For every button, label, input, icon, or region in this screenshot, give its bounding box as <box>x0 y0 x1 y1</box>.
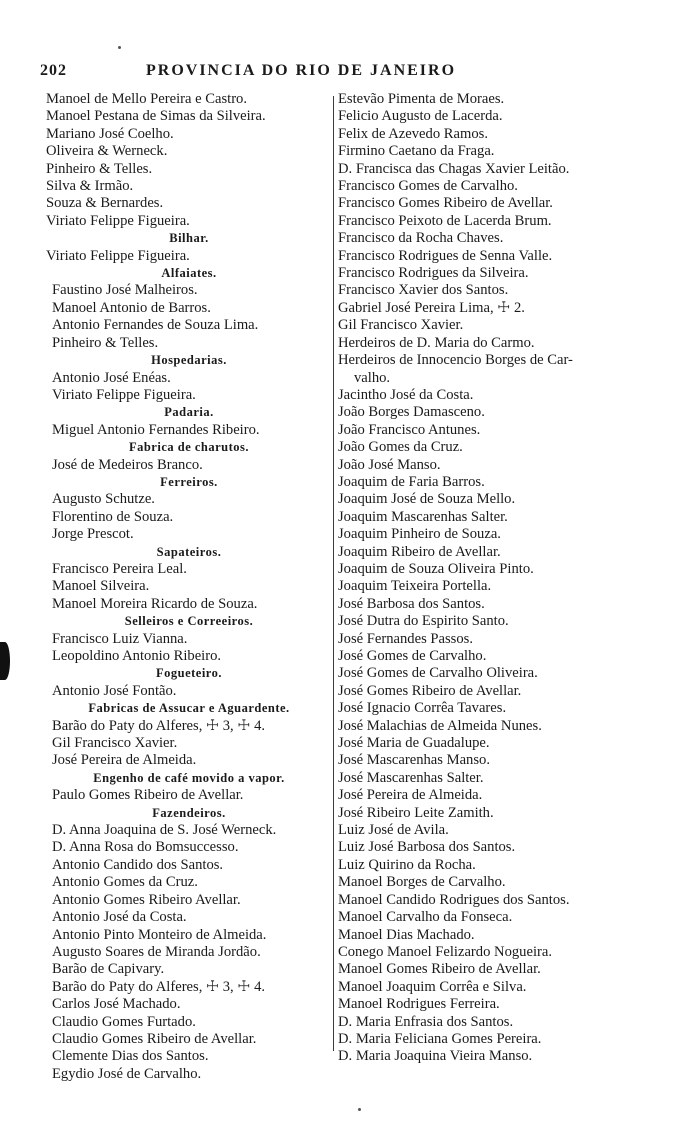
list-item: Felix de Azevedo Ramos. <box>338 125 488 142</box>
list-item: Francisco Peixoto de Lacerda Brum. <box>338 212 552 229</box>
list-item: D. Maria Enfrasia dos Santos. <box>338 1013 514 1030</box>
list-item: Florentino de Souza. <box>52 508 174 525</box>
list-item: Leopoldino Antonio Ribeiro. <box>52 648 222 664</box>
list-item: José Ignacio Corrêa Tavares. <box>338 700 507 717</box>
list-item: Antonio José Enéas. <box>52 369 171 386</box>
list-item: Estevão Pimenta de Moraes. <box>338 91 505 107</box>
list-item: João Gomes da Cruz. <box>338 439 463 456</box>
list-item: Francisco Pereira Leal. <box>52 560 187 577</box>
list-item: Jacintho José da Costa. <box>338 386 474 403</box>
list-item: Manoel Borges de Carvalho. <box>338 874 506 891</box>
list-item: Joaquim Pinheiro de Souza. <box>338 526 501 543</box>
section-heading: Fogueteiro. <box>155 666 223 681</box>
list-item: Joaquim Teixeira Portella. <box>338 578 492 595</box>
list-item: Antonio Gomes da Cruz. <box>52 874 198 891</box>
list-item: Claudio Gomes Ribeiro de Avellar. <box>52 1030 257 1047</box>
list-item: Viriato Felippe Figueira. <box>46 212 190 229</box>
list-item: Manoel Antonio de Barros. <box>52 299 211 316</box>
list-item: João José Manso. <box>338 456 441 473</box>
list-item: Souza & Bernardes. <box>46 195 164 212</box>
list-item: Manoel Gomes Ribeiro de Avellar. <box>338 961 541 978</box>
section-heading: Sapateiros. <box>156 544 222 559</box>
list-item: Miguel Antonio Fernandes Ribeiro. <box>52 421 260 438</box>
list-item: João Francisco Antunes. <box>338 421 481 438</box>
list-item: Viriato Felippe Figueira. <box>46 247 190 264</box>
list-item: Antonio Fernandes de Souza Lima. <box>52 317 259 334</box>
list-item: Francisco da Rocha Chaves. <box>338 230 504 247</box>
left-column <box>46 91 332 1083</box>
list-item: D. Maria Joaquina Vieira Manso. <box>338 1048 533 1065</box>
page-title: PROVINCIA DO RIO DE JANEIRO <box>146 62 457 79</box>
list-item: Clemente Dias dos Santos. <box>52 1048 209 1065</box>
list-item: Francisco Rodrigues de Senna Valle. <box>338 247 553 264</box>
list-item: Luiz José de Avila. <box>338 822 449 839</box>
list-item: Manoel Candido Rodrigues dos Santos. <box>338 891 570 908</box>
section-heading: Engenho de café movido a vapor. <box>93 770 285 785</box>
list-item: Firmino Caetano da Fraga. <box>338 143 495 160</box>
list-item: D. Anna Rosa do Bomsuccesso. <box>52 839 239 856</box>
speck <box>358 1108 361 1111</box>
list-item: José Fernandes Passos. <box>338 630 473 647</box>
list-item: D. Maria Feliciana Gomes Pereira. <box>338 1030 542 1047</box>
list-item: Gil Francisco Xavier. <box>338 317 464 334</box>
list-item: José Maria de Guadalupe. <box>338 735 490 752</box>
column-divider <box>333 96 334 1051</box>
section-heading: Selleiros e Correeiros. <box>124 614 254 629</box>
section-heading: Fazendeiros. <box>152 805 226 820</box>
list-item: Manoel Carvalho da Fonseca. <box>338 909 513 926</box>
list-item: José Gomes de Carvalho Oliveira. <box>338 665 538 682</box>
list-item: Herdeiros de D. Maria do Carmo. <box>338 334 535 351</box>
list-item: Augusto Soares de Miranda Jordão. <box>52 943 261 960</box>
list-item: José Dutra do Espirito Santo. <box>338 613 509 630</box>
list-item: José Malachias de Almeida Nunes. <box>338 717 542 734</box>
list-item: Faustino José Malheiros. <box>52 282 198 299</box>
list-item: Gabriel José Pereira Lima, ☩ 2. <box>338 299 525 316</box>
ink-blot <box>0 642 10 680</box>
list-item: José Mascarenhas Salter. <box>338 769 484 786</box>
list-item: Silva & Irmão. <box>46 178 134 195</box>
list-item: Barão de Capivary. <box>52 961 165 978</box>
list-item: Oliveira & Werneck. <box>46 143 168 160</box>
list-item: Paulo Gomes Ribeiro de Avellar. <box>52 787 244 804</box>
list-item: José Barbosa dos Santos. <box>338 595 485 612</box>
list-item: Barão do Paty do Alferes, ☩ 3, ☩ 4. <box>52 717 266 734</box>
list-item: Manoel Silveira. <box>52 578 150 595</box>
list-item: Mariano José Coelho. <box>46 125 174 142</box>
list-item: Augusto Schutze. <box>52 491 155 508</box>
list-item: Antonio Gomes Ribeiro Avellar. <box>52 891 241 908</box>
list-item: Conego Manoel Felizardo Nogueira. <box>338 943 552 960</box>
list-item-continuation: valho. <box>354 369 391 386</box>
list-item: Manoel Moreira Ricardo de Souza. <box>52 595 258 612</box>
list-item: Joaquim de Souza Oliveira Pinto. <box>338 560 534 577</box>
list-item: Joaquim Mascarenhas Salter. <box>338 508 508 525</box>
list-item: Pinheiro & Telles. <box>46 160 153 177</box>
list-item: Joaquim Ribeiro de Avellar. <box>338 543 501 560</box>
list-item: Antonio Candido dos Santos. <box>52 856 224 873</box>
running-header <box>40 62 520 84</box>
list-item: Herdeiros de Innocencio Borges de Car- <box>338 352 573 369</box>
list-item: Manoel Rodrigues Ferreira. <box>338 996 500 1013</box>
list-item: Francisco Gomes Ribeiro de Avellar. <box>338 195 553 212</box>
list-item: José Gomes de Carvalho. <box>338 648 487 664</box>
list-item: Francisco Luiz Vianna. <box>52 630 188 647</box>
list-item: Manoel de Mello Pereira e Castro. <box>46 91 248 107</box>
list-item: Manoel Pestana de Simas da Silveira. <box>46 108 266 125</box>
list-item: Carlos José Machado. <box>52 996 181 1013</box>
list-item: Francisco Rodrigues da Silveira. <box>338 265 529 282</box>
list-item: Viriato Felippe Figueira. <box>52 386 196 403</box>
list-item: Antonio Pinto Monteiro de Almeida. <box>52 926 267 943</box>
page-number: 202 <box>40 62 67 79</box>
list-item: Luiz Quirino da Rocha. <box>338 856 476 873</box>
section-heading: Padaria. <box>164 405 214 420</box>
section-heading: Fabricas de Assucar e Aguardente. <box>88 701 290 716</box>
list-item: João Borges Damasceno. <box>338 404 485 421</box>
list-item: José Pereira de Almeida. <box>338 787 483 804</box>
list-item: José Ribeiro Leite Zamith. <box>338 804 494 821</box>
section-heading: Ferreiros. <box>160 474 218 489</box>
section-heading: Bilhar. <box>169 231 209 246</box>
list-item: Claudio Gomes Furtado. <box>52 1013 196 1030</box>
list-item: Egydio José de Carvalho. <box>52 1065 202 1082</box>
list-item: Manoel Dias Machado. <box>338 926 475 943</box>
speck <box>118 46 121 49</box>
list-item: Joaquim José de Souza Mello. <box>338 491 516 508</box>
list-item: Pinheiro & Telles. <box>52 334 159 351</box>
list-item: D. Francisca das Chagas Xavier Leitão. <box>338 160 570 177</box>
list-item: Manoel Joaquim Corrêa e Silva. <box>338 978 527 995</box>
list-item: José Pereira de Almeida. <box>52 752 197 769</box>
list-item: José Gomes Ribeiro de Avellar. <box>338 682 522 699</box>
list-item: Antonio José da Costa. <box>52 909 187 926</box>
list-item: Antonio José Fontão. <box>52 682 177 699</box>
list-item: Gil Francisco Xavier. <box>52 735 178 752</box>
list-item: Jorge Prescot. <box>52 526 134 543</box>
section-heading: Fabrica de charutos. <box>128 440 250 455</box>
list-item: D. Anna Joaquina de S. José Werneck. <box>52 822 277 839</box>
list-item: José Mascarenhas Manso. <box>338 752 490 769</box>
right-column <box>338 91 633 1066</box>
list-item: Francisco Gomes de Carvalho. <box>338 178 518 195</box>
section-heading: Alfaiates. <box>161 266 217 281</box>
list-item: Barão do Paty do Alferes, ☩ 3, ☩ 4. <box>52 978 266 995</box>
list-item: Luiz José Barbosa dos Santos. <box>338 839 516 856</box>
list-item: Francisco Xavier dos Santos. <box>338 282 509 299</box>
list-item: José de Medeiros Branco. <box>52 456 203 473</box>
section-heading: Hospedarias. <box>151 353 227 368</box>
list-item: Joaquim de Faria Barros. <box>338 473 485 490</box>
list-item: Felicio Augusto de Lacerda. <box>338 108 503 125</box>
